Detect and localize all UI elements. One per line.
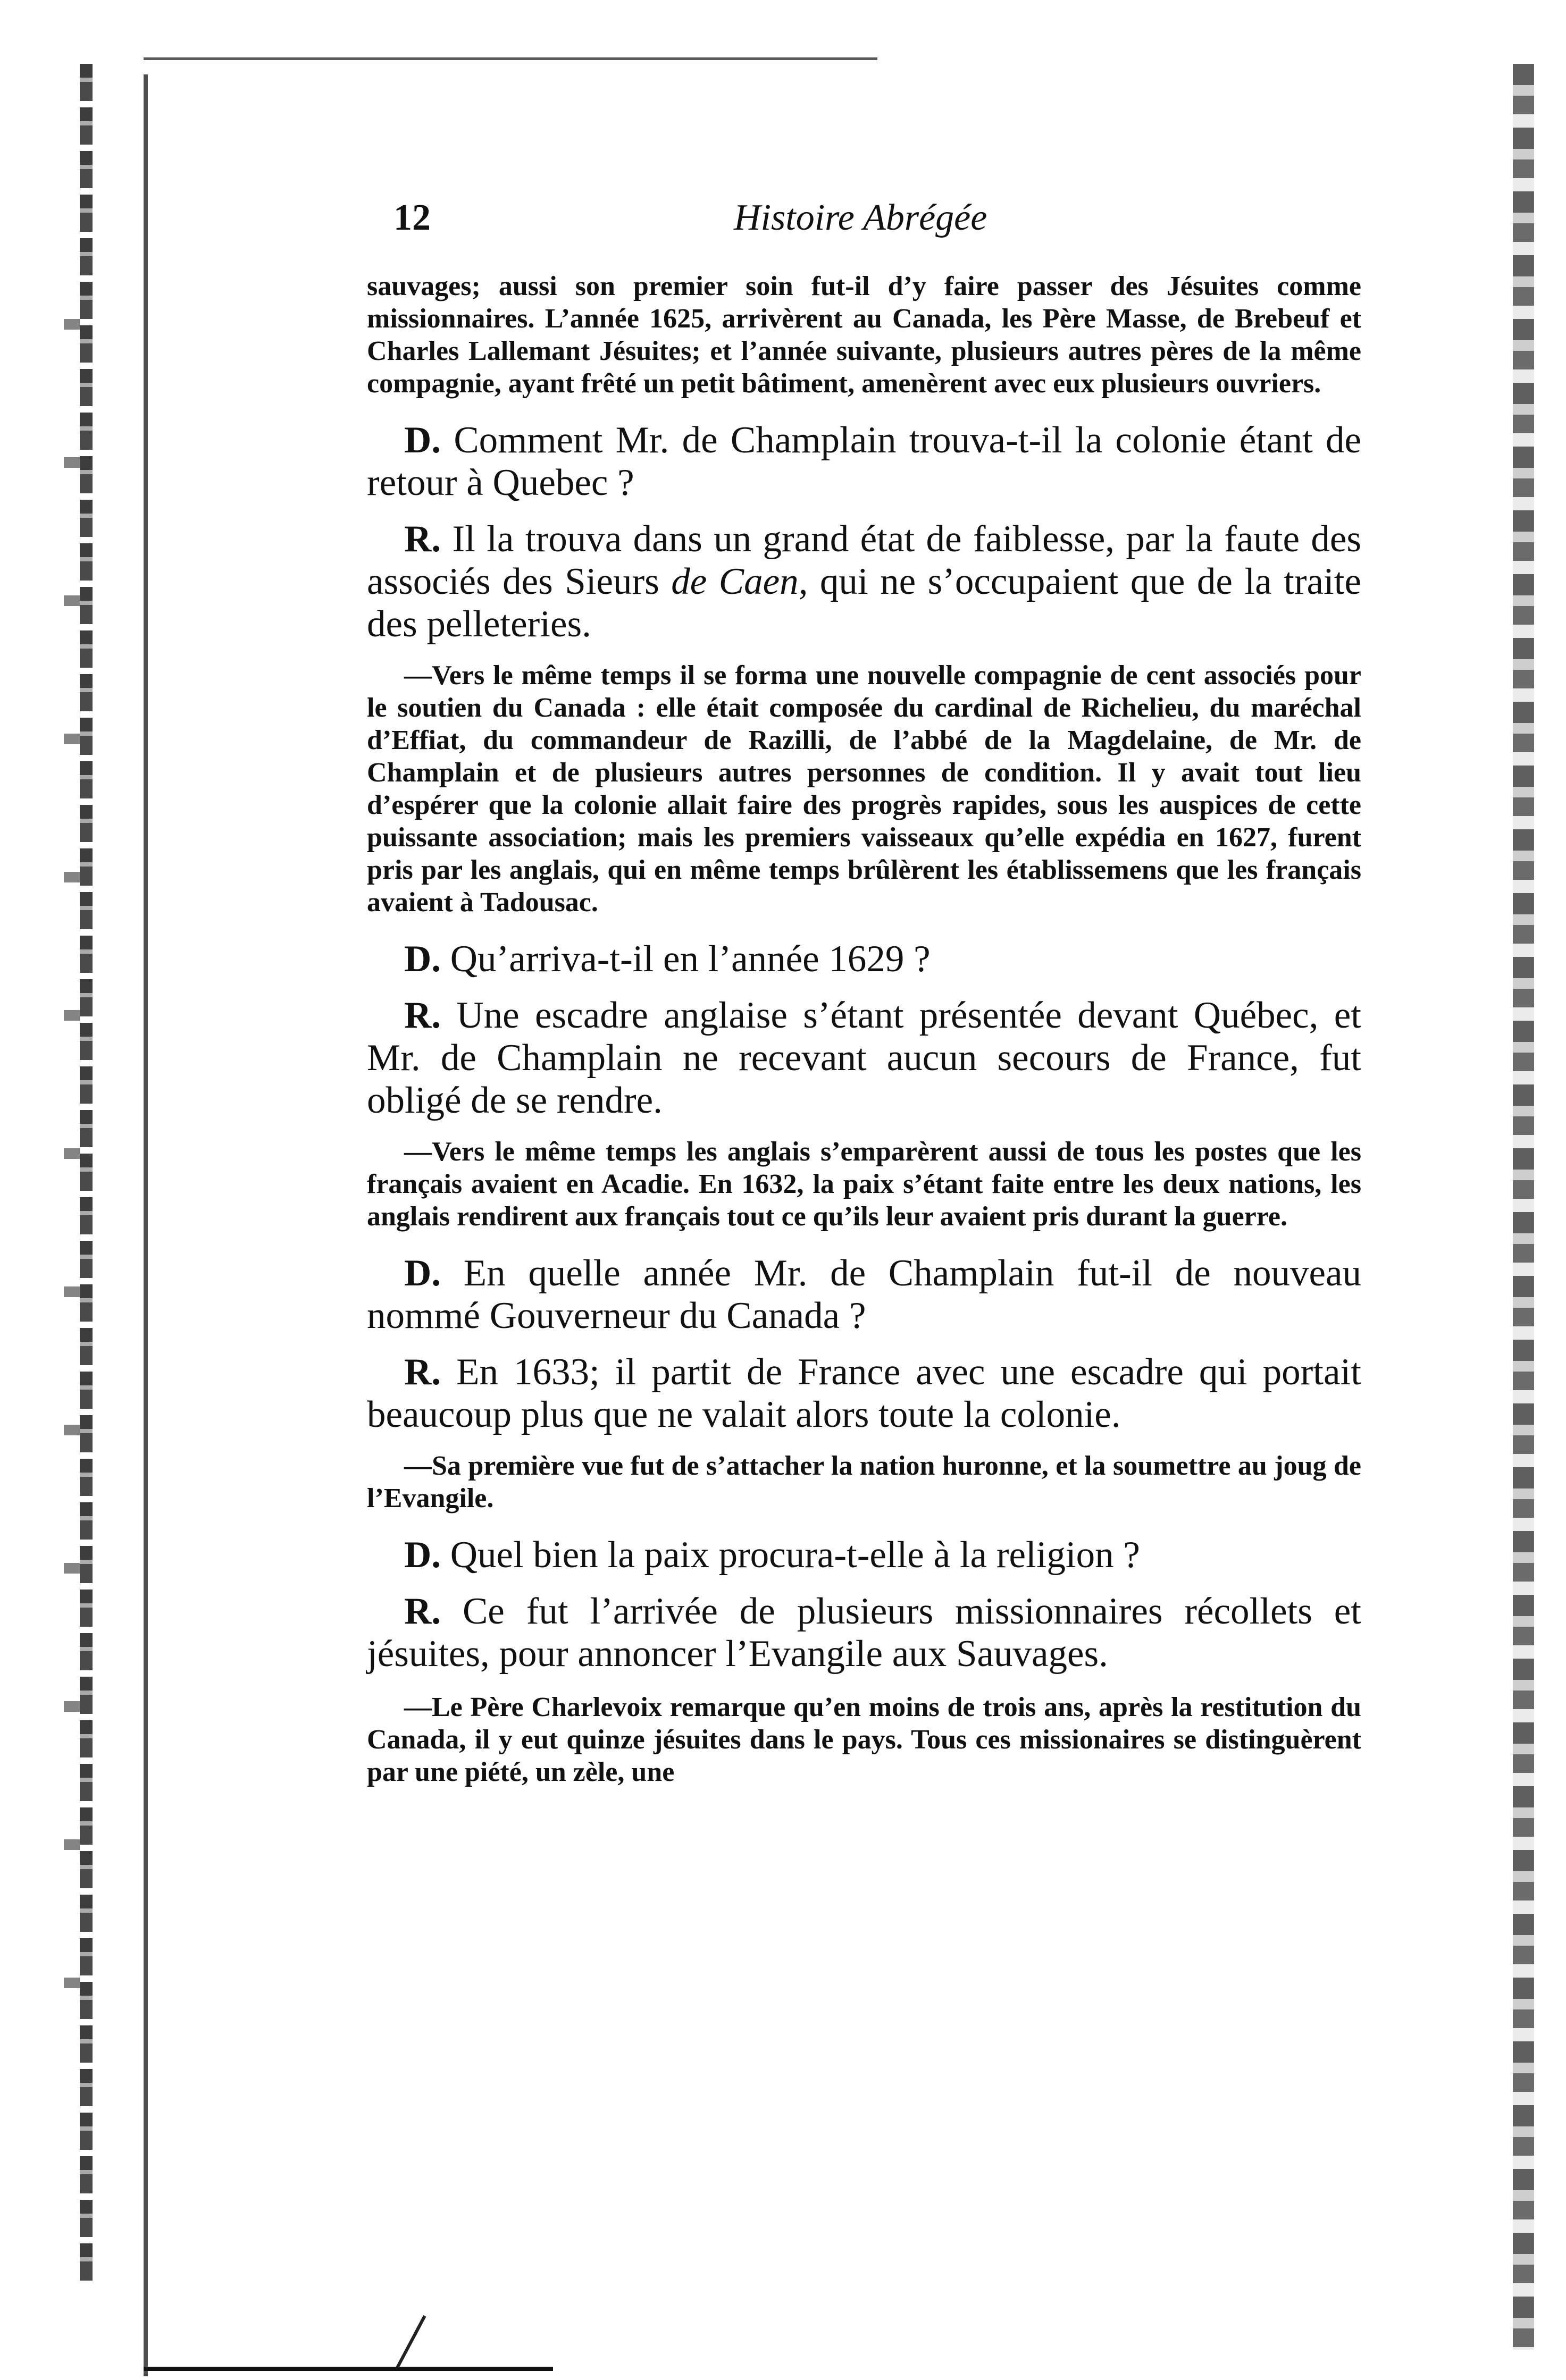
question-marker: D. [404, 1252, 441, 1294]
question-text: Quel bien la paix procura-t-elle à la religion ? [450, 1534, 1140, 1576]
running-title: Histoire Abrégée [734, 197, 987, 238]
paragraph-note [367, 1136, 1361, 1233]
scan-left-gutter-line [144, 74, 148, 2376]
answer-marker: R. [404, 1591, 441, 1632]
paragraph-text: —Vers le même temps les anglais s’emparèrent aussi de tous les postes que les français avaient en Acadie. En 1632, la paix s’étant faite entre les deux nations, les anglais rendirent aux français tout ce qu’ils leur avaient pris durant la guerre. [367, 1137, 1361, 1232]
paragraph-note [367, 659, 1361, 919]
question-text: En quelle année Mr. de Champlain fut-il de nouveau nommé Gouverneur du Canada ? [367, 1252, 1362, 1336]
scan-pen-mark [396, 2315, 426, 2368]
paragraph-text: —Le Père Charlevoix remarque qu’en moins de trois ans, après la restitution du Canada, il y eut quinze jésuites dans le pays. Tous ces missionaires se distinguèrent par une piété, un zèle, une [367, 1692, 1361, 1787]
question [367, 419, 1361, 504]
answer-text: Ce fut l’arrivée de plusieurs missionnaires récollets et jésuites, pour annoncer l’Evangile aux Sauvages. [367, 1591, 1361, 1675]
answer [367, 1351, 1361, 1436]
page-body [367, 270, 1361, 1788]
answer [367, 994, 1361, 1122]
answer-text: En 1633; il partit de France avec une escadre qui portait beaucoup plus que ne valait alors toute la colonie. [367, 1351, 1361, 1435]
answer-marker: R. [404, 995, 441, 1036]
page-header [367, 191, 1361, 255]
book-page [367, 191, 1361, 1807]
question [367, 1534, 1361, 1576]
page-number: 12 [393, 197, 431, 238]
question-marker: D. [404, 419, 441, 461]
paragraph-text: —Sa première vue fut de s’attacher la nation huronne, et la soumettre au joug de l’Evangile. [367, 1451, 1361, 1513]
answer-text-continued: qui ne s’occupaient que de la traite des pelleteries. [367, 561, 1361, 645]
paragraph-text: sauvages; aussi son premier soin fut-il d’y faire passer des Jésuites comme missionnaires. L’année 1625, arrivèrent au Canada, les Père Masse, de Brebeuf et Charles Lallemant Jésuites; et l’année suivante, plusieurs autres pères de la même compagnie, ayant frêté un petit bâtiment, amenèrent avec eux plusieurs ouvriers. [367, 271, 1361, 399]
answer-marker: R. [404, 1351, 441, 1393]
answer-text: Il la trouva dans un grand état de faiblesse, par la faute des associés des Sieurs [367, 518, 1362, 602]
answer [367, 1590, 1361, 1675]
paragraph-note [367, 1691, 1361, 1788]
answer-italic-text: de Caen, [671, 561, 808, 602]
answer [367, 518, 1361, 645]
scan-left-ticks [64, 223, 80, 2084]
question [367, 938, 1361, 980]
scan-bottom-rule [144, 2367, 553, 2371]
question-text: Comment Mr. de Champlain trouva-t-il la colonie étant de retour à Quebec ? [367, 419, 1361, 503]
scan-left-edge [80, 64, 93, 2286]
paragraph-text: —Vers le même temps il se forma une nouvelle compagnie de cent associés pour le soutien du Canada : elle était composée du cardinal de Richelieu, du maréchal d’Effiat, du commandeur de Razilli, de l’abbé de la Magdelaine, de Mr. de Champlain et de plusieurs autres personnes de condition. Il y avait tout lieu d’espérer que la colonie allait faire des progrès rapides, sous les auspices de cette puissante association; mais les premiers vaisseaux qu’elle expédia en 1627, furent pris par les anglais, qui en même temps brûlèrent les établissemens que les français avaient à Tadousac. [367, 660, 1361, 918]
question-marker: D. [404, 1534, 441, 1576]
question-marker: D. [404, 938, 441, 980]
answer-text: Une escadre anglaise s’étant présentée devant Québec, et Mr. de Champlain ne recevant aucun secours de France, fut obligé de se rendre. [367, 995, 1361, 1121]
answer-marker: R. [404, 518, 441, 560]
scan-top-rule [144, 57, 877, 60]
scan-right-edge [1513, 64, 1534, 2350]
question [367, 1252, 1361, 1337]
question-text: Qu’arriva-t-il en l’année 1629 ? [450, 938, 931, 980]
paragraph-note [367, 1450, 1361, 1515]
paragraph-note [367, 270, 1361, 400]
